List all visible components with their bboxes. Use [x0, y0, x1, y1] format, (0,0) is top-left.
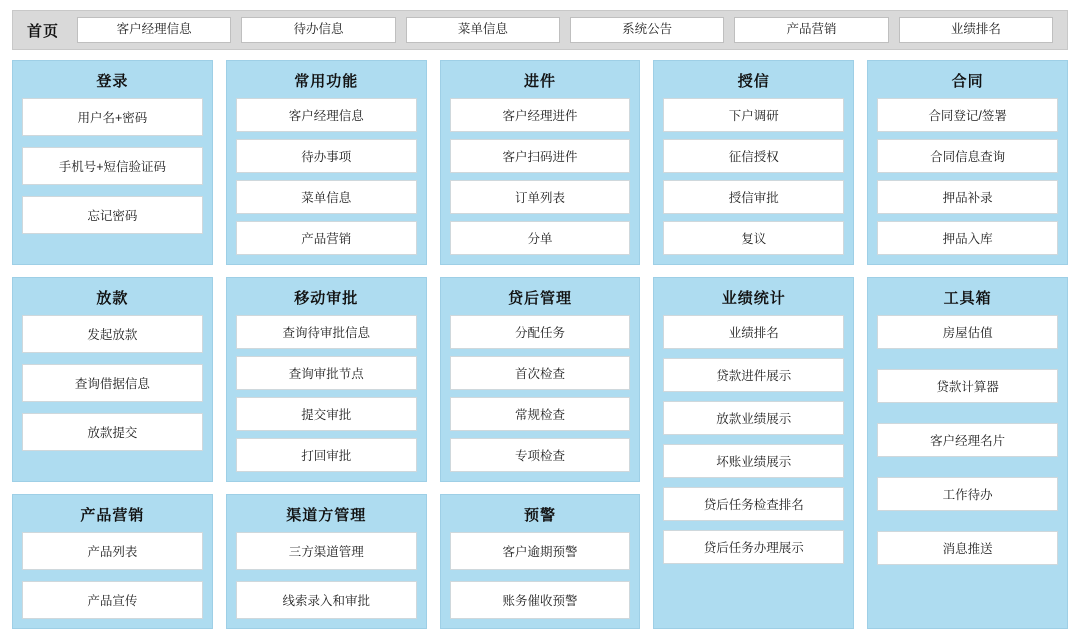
panel-title: 合同: [951, 73, 984, 90]
list-item[interactable]: 线索录入和审批: [236, 581, 417, 619]
panel-items: [236, 98, 417, 255]
list-item[interactable]: 忘记密码: [22, 196, 203, 234]
panel-performance-statistics: [653, 277, 854, 629]
module-grid: [12, 60, 1068, 629]
top-nav-items: [77, 17, 1053, 43]
panel-credit-granting: [653, 60, 854, 265]
list-item[interactable]: 征信授权: [663, 139, 844, 173]
panel-application-intake: [440, 60, 641, 265]
list-item[interactable]: 分配任务: [450, 315, 631, 349]
panel-title: 进件: [523, 73, 556, 90]
list-item[interactable]: 手机号+短信验证码: [22, 147, 203, 185]
list-item[interactable]: 放款提交: [22, 413, 203, 451]
list-item[interactable]: 查询审批节点: [236, 356, 417, 390]
panel-title: 预警: [523, 507, 556, 524]
panel-title: 贷后管理: [507, 290, 572, 307]
list-item[interactable]: 三方渠道管理: [236, 532, 417, 570]
top-navigation-bar: [12, 10, 1068, 50]
panel-title: 工具箱: [943, 290, 992, 307]
list-item[interactable]: 坏账业绩展示: [663, 444, 844, 478]
list-item[interactable]: 客户经理名片: [877, 423, 1058, 457]
list-item[interactable]: 押品入库: [877, 221, 1058, 255]
list-item[interactable]: 分单: [450, 221, 631, 255]
list-item[interactable]: 专项检查: [450, 438, 631, 472]
panel-mobile-approval: [226, 277, 427, 482]
list-item[interactable]: 查询借据信息: [22, 364, 203, 402]
panel-title: 放款: [96, 290, 129, 307]
list-item[interactable]: 订单列表: [450, 180, 631, 214]
panel-common-functions: [226, 60, 427, 265]
list-item[interactable]: 放款业绩展示: [663, 401, 844, 435]
panel-items: [22, 98, 203, 234]
list-item[interactable]: 打回审批: [236, 438, 417, 472]
panel-title: 产品营销: [80, 507, 145, 524]
list-item[interactable]: 菜单信息: [236, 180, 417, 214]
list-item[interactable]: 贷后任务检查排名: [663, 487, 844, 521]
list-item[interactable]: 客户经理信息: [236, 98, 417, 132]
home-label: 首页: [27, 22, 60, 40]
panel-title: 登录: [96, 73, 129, 90]
list-item[interactable]: 首次检查: [450, 356, 631, 390]
list-item[interactable]: 下户调研: [663, 98, 844, 132]
list-item[interactable]: 贷后任务办理展示: [663, 530, 844, 564]
panel-title: 渠道方管理: [286, 507, 367, 524]
panel-title: 常用功能: [294, 73, 359, 90]
list-item[interactable]: 贷款进件展示: [663, 358, 844, 392]
list-item[interactable]: 房屋估值: [877, 315, 1058, 349]
list-item[interactable]: 用户名+密码: [22, 98, 203, 136]
panel-post-loan-management: [440, 277, 641, 482]
panel-items: [877, 315, 1058, 565]
list-item[interactable]: 产品宣传: [22, 581, 203, 619]
nav-item-product-marketing[interactable]: 产品营销: [734, 17, 888, 43]
panel-items: [450, 98, 631, 255]
nav-item-customer-manager-info[interactable]: 客户经理信息: [77, 17, 231, 43]
panel-product-marketing: [12, 494, 213, 629]
panel-title: 授信: [737, 73, 770, 90]
list-item[interactable]: 产品列表: [22, 532, 203, 570]
panel-title: 业绩统计: [721, 290, 786, 307]
list-item[interactable]: 待办事项: [236, 139, 417, 173]
panel-items: [22, 315, 203, 451]
list-item[interactable]: 发起放款: [22, 315, 203, 353]
list-item[interactable]: 客户经理进件: [450, 98, 631, 132]
list-item[interactable]: 复议: [663, 221, 844, 255]
list-item[interactable]: 工作待办: [877, 477, 1058, 511]
list-item[interactable]: 查询待审批信息: [236, 315, 417, 349]
panel-items: [663, 315, 844, 564]
list-item[interactable]: 常规检查: [450, 397, 631, 431]
list-item[interactable]: 客户扫码进件: [450, 139, 631, 173]
list-item[interactable]: 授信审批: [663, 180, 844, 214]
panel-items: [450, 315, 631, 472]
panel-login: [12, 60, 213, 265]
panel-disbursement: [12, 277, 213, 482]
panel-items: [877, 98, 1058, 255]
list-item[interactable]: 提交审批: [236, 397, 417, 431]
panel-items: [663, 98, 844, 255]
list-item[interactable]: 业绩排名: [663, 315, 844, 349]
list-item[interactable]: 消息推送: [877, 531, 1058, 565]
list-item[interactable]: 合同登记/签署: [877, 98, 1058, 132]
list-item[interactable]: 产品营销: [236, 221, 417, 255]
list-item[interactable]: 合同信息查询: [877, 139, 1058, 173]
list-item[interactable]: 账务催收预警: [450, 581, 631, 619]
panel-early-warning: [440, 494, 641, 629]
list-item[interactable]: 押品补录: [877, 180, 1058, 214]
panel-toolbox: [867, 277, 1068, 629]
panel-title: 移动审批: [294, 290, 359, 307]
nav-item-system-announcement[interactable]: 系统公告: [570, 17, 724, 43]
panel-items: [236, 315, 417, 472]
nav-item-performance-ranking[interactable]: 业绩排名: [899, 17, 1053, 43]
list-item[interactable]: 客户逾期预警: [450, 532, 631, 570]
panel-channel-management: [226, 494, 427, 629]
nav-item-todo-info[interactable]: 待办信息: [241, 17, 395, 43]
panel-contract: [867, 60, 1068, 265]
nav-item-menu-info[interactable]: 菜单信息: [406, 17, 560, 43]
list-item[interactable]: 贷款计算器: [877, 369, 1058, 403]
